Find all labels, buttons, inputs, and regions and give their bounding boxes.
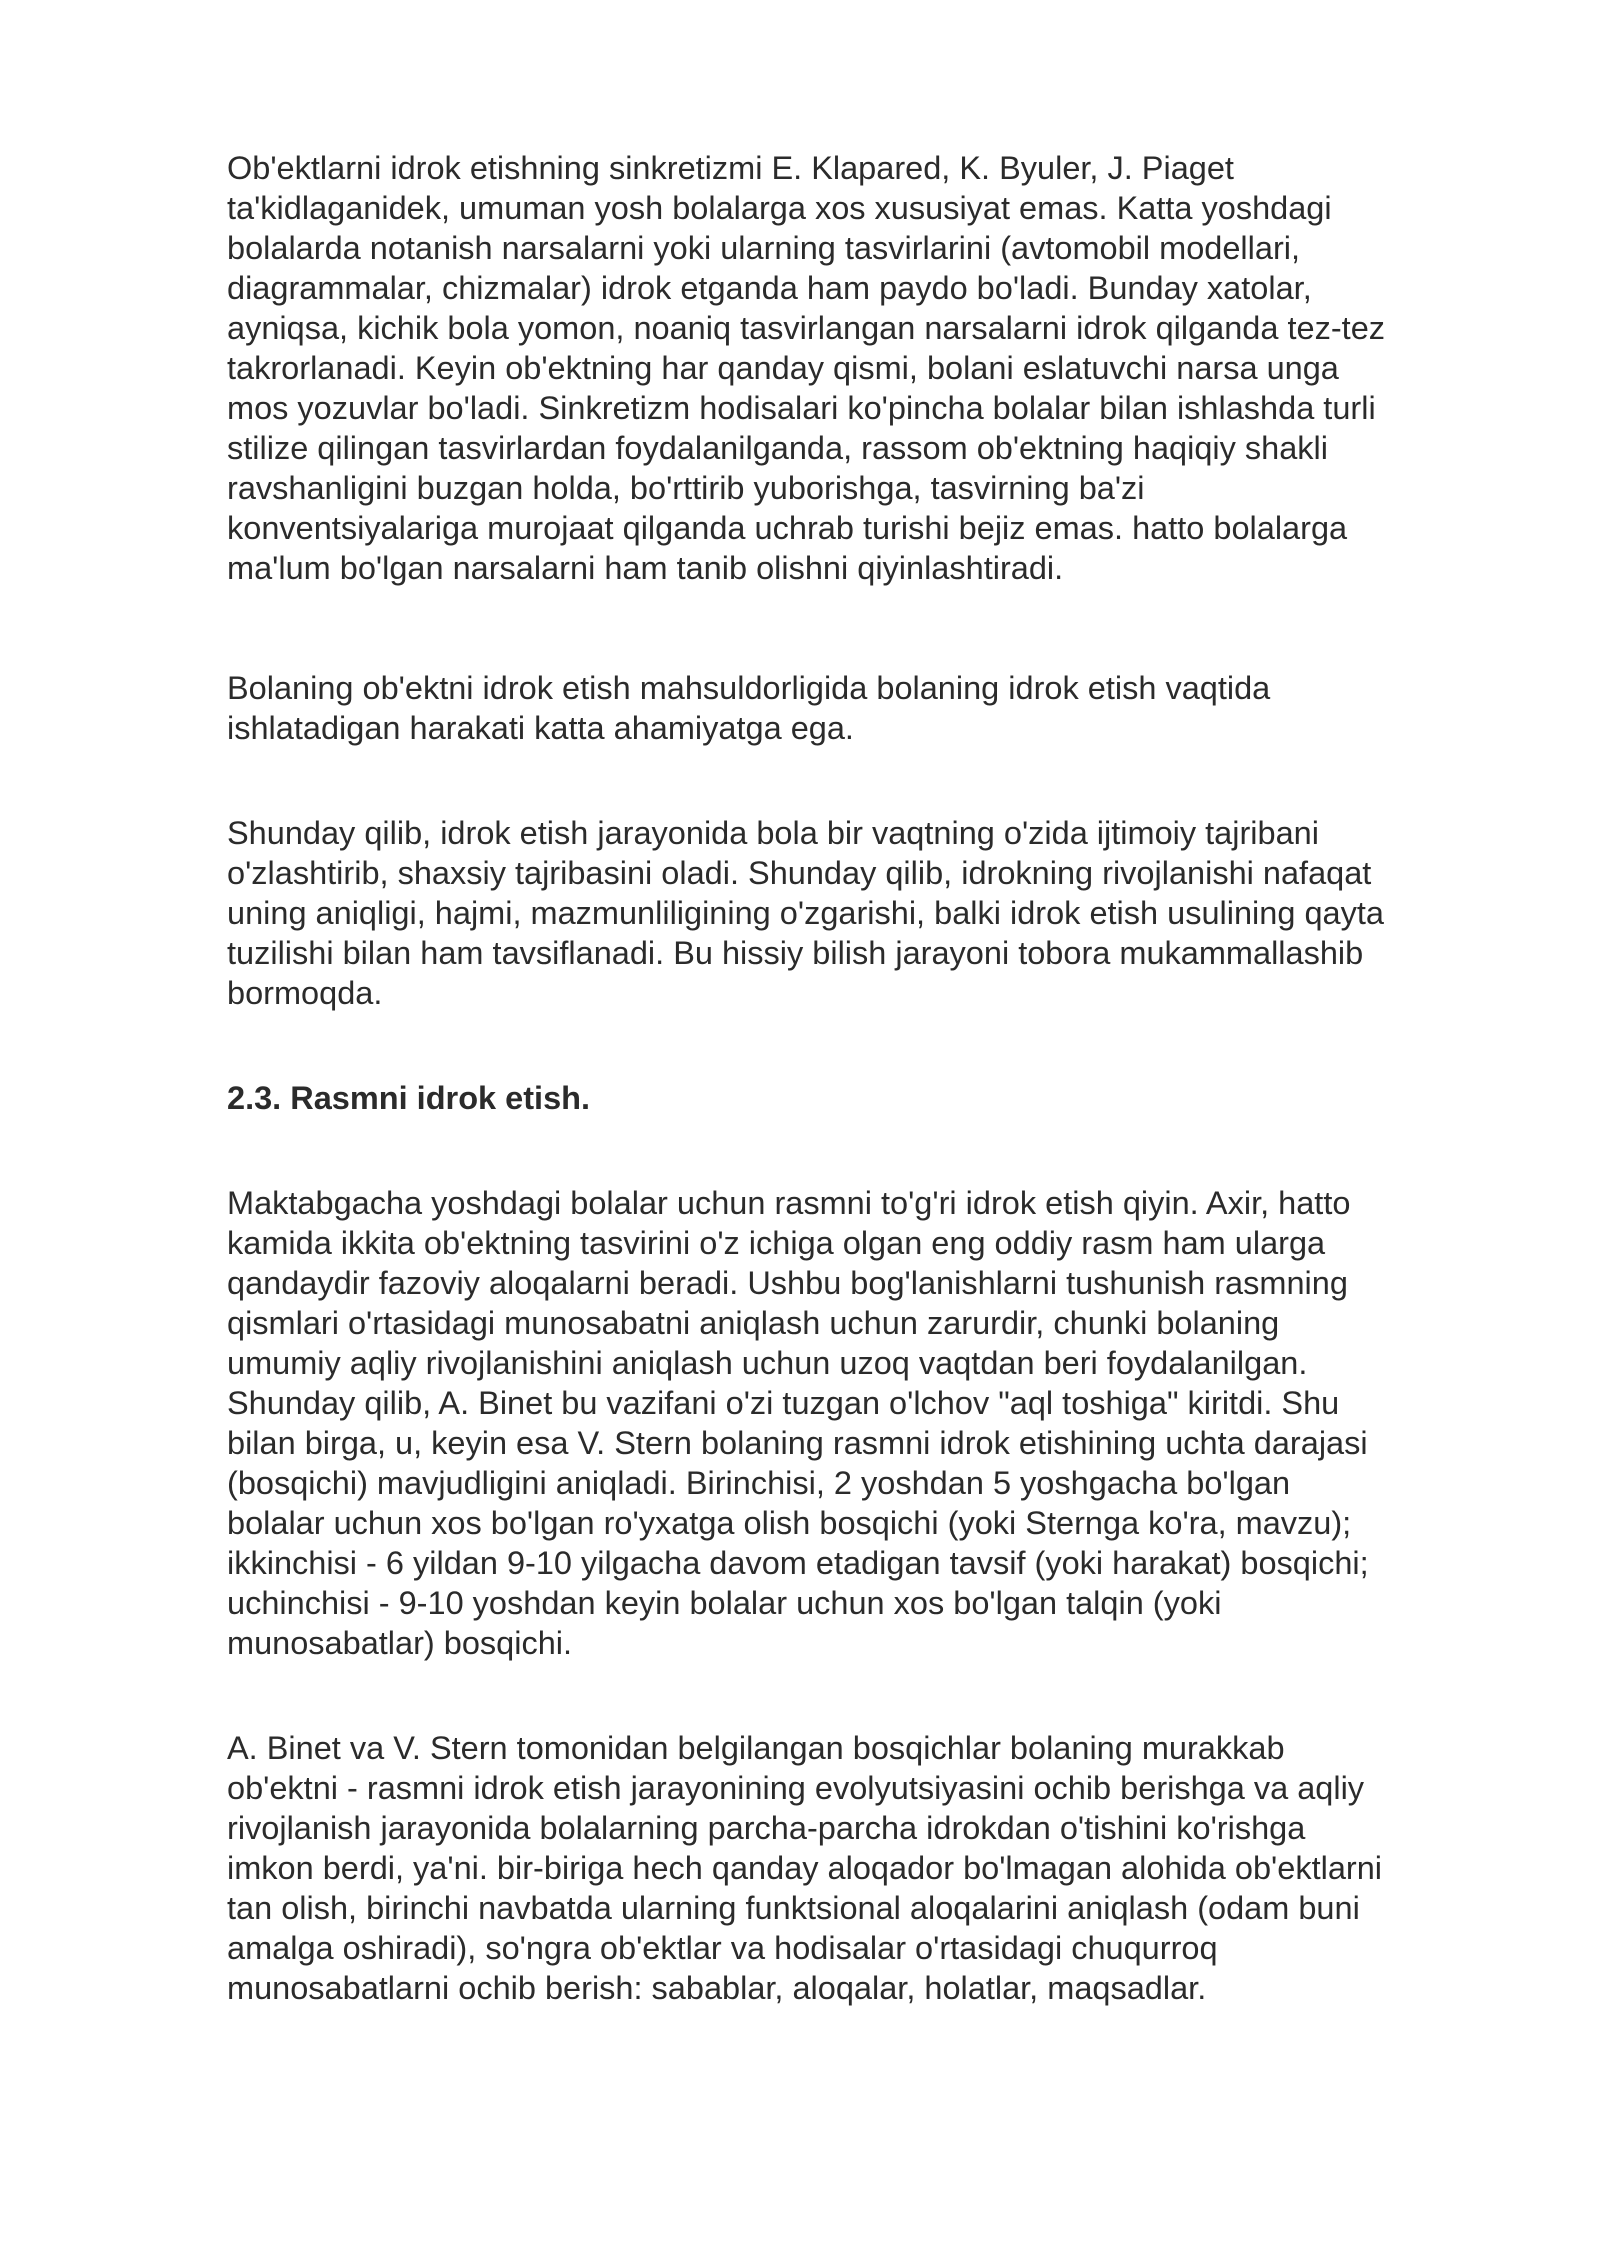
- paragraph-binet-stern-stages: A. Binet va V. Stern tomonidan belgilangan bosqichlar bolaning murakkab ob'ektni - rasmni idrok etish jarayonining evolyutsiyasini ochib berishga va aqliy rivojlanish jarayonida bolalarning parcha-parcha idrokdan o'tishini ko'rishga imkon berdi, ya'ni. bir-biriga hech qanday aloqador bo'lmagan alohida ob'ektlarni tan olish, birinchi navbatda ularning funktsional aloqalarini aniqlash (odam buni amalga oshiradi), so'ngra ob'ektlar va hodisalar o'rtasidagi chuqurroq munosabatlarni ochib berish: sabablar, aloqalar, holatlar, maqsadlar.: [227, 1730, 1383, 2006]
- paragraph-picture-perception: Maktabgacha yoshdagi bolalar uchun rasmni to'g'ri idrok etish qiyin. Axir, hatto kamida ikkita ob'ektning tasvirini o'z ichiga olgan eng oddiy rasm ham ularga qandaydir fazoviy aloqalarni beradi. Ushbu bog'lanishlarni tushunish rasmning qismlari o'rtasidagi munosabatni aniqlash uchun zarurdir, chunki bolaning umumiy aqliy rivojlanishini aniqlash uchun uzoq vaqtdan beri foydalanilgan. Shunday qilib, A. Binet bu vazifani o'zi tuzgan o'lchov "aql toshiga" kiritdi. Shu bilan birga, u, keyin esa V. Stern bolaning rasmni idrok etishining uchta darajasi (bosqichi) mavjudligini aniqladi. Birinchisi, 2 yoshdan 5 yoshgacha bo'lgan bolalar uchun xos bo'lgan ro'yxatga olish bosqichi (yoki Sternga ko'ra, mavzu); ikkinchisi - 6 yildan 9-10 yilgacha davom etadigan tavsif (yoki harakat) bosqichi; uchinchisi - 9-10 yoshdan keyin bolalar uchun xos bo'lgan talqin (yoki munosabatlar) bosqichi.: [227, 1185, 1369, 1661]
- paragraph-perception-action: Bolaning ob'ektni idrok etish mahsuldorligida bolaning idrok etish vaqtida ishlatadigan harakati katta ahamiyatga ega.: [227, 670, 1271, 746]
- paragraph-syncretism: Ob'ektlarni idrok etishning sinkretizmi E. Klapared, K. Byuler, J. Piaget ta'kidlaganidek, umuman yosh bolalarga xos xususiyat emas. Katta yoshdagi bolalarda notanish narsalarni yoki ularning tasvirlarini (avtomobil modellari, diagrammalar, chizmalar) idrok etganda ham paydo bo'ladi. Bunday xatolar, ayniqsa, kichik bola yomon, noaniq tasvirlangan narsalarni idrok qilganda tez-tez takrorlanadi. Keyin ob'ektning har qanday qismi, bolani eslatuvchi narsa unga mos yozuvlar bo'ladi. Sinkretizm hodisalari ko'pincha bolalar bilan ishlashda turli stilize qilingan tasvirlardan foydalanilganda, rassom ob'ektning haqiqiy shakli ravshanligini buzgan holda, bo'rttirib yuborishga, tasvirning ba'zi konventsiyalariga murojaat qilganda uchrab turishi bejiz emas. hatto bolalarga ma'lum bo'lgan narsalarni ham tanib olishni qiyinlashtiradi.: [227, 150, 1386, 586]
- paragraph-perception-development: Shunday qilib, idrok etish jarayonida bola bir vaqtning o'zida ijtimoiy tajribani o'zlashtirib, shaxsiy tajribasini oladi. Shunday qilib, idrokning rivojlanishi nafaqat uning aniqligi, hajmi, mazmunliligining o'zgarishi, balki idrok etish usulining qayta tuzilishi bilan ham tavsiflanadi. Bu hissiy bilish jarayoni tobora mukammallashib bormoqda.: [227, 815, 1384, 1011]
- document-page: [227, 148, 1467, 2008]
- section-heading: 2.3. Rasmni idrok etish.: [227, 1080, 591, 1116]
